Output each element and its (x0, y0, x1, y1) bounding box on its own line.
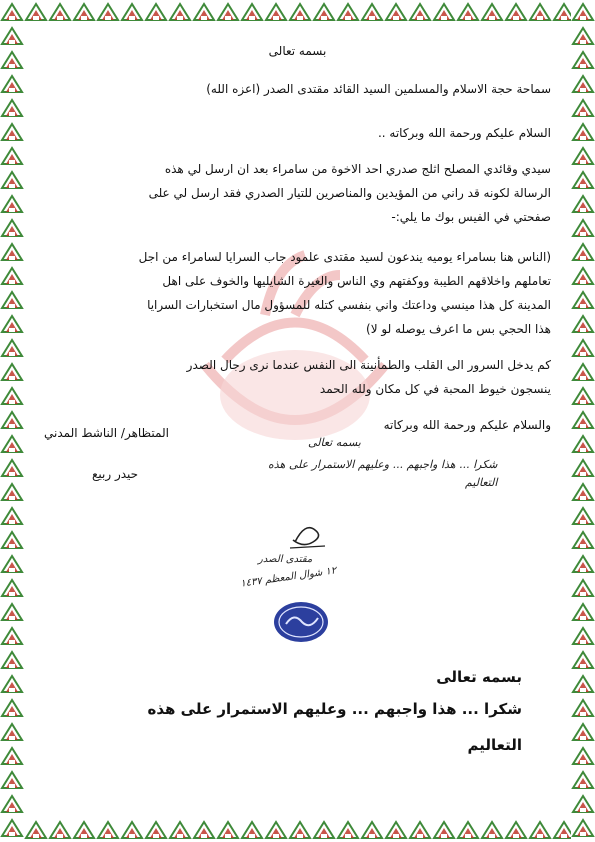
blue-oval-seal (272, 600, 330, 644)
typed-reply-line: شكرا ... هذا واجبهم ... وعليهم الاستمرار على هذه (147, 700, 522, 718)
intro-line: الرسالة لكونه قد راني من المؤيدين والمناصرين للتيار الصدري فقد ارسل لي على (148, 186, 551, 200)
quote-line: هذا الحجي بس ما اعرف يوصله لو لا) (366, 322, 551, 336)
intro-line: سيدي وقائدي المصلح اثلج صدري احد الاخوة من سامراء بعد ان ارسل لي هذه (164, 162, 551, 176)
sender-title: المتظاهر/ الناشط المدني (44, 426, 169, 440)
handwritten-reply-line2: شكرا ... هذا واجبهم ... وعليهم الاستمرار على هذه (268, 458, 498, 471)
handwritten-reply-line3: التعاليم (465, 476, 498, 489)
quote-line: تعاملهم واخلاقهم الطيبة ووكفتهم وي الناس والغيرة الشايليها والخوف على اهل (162, 274, 551, 288)
decorative-border-top (0, 0, 595, 24)
typed-reply-heading: بسمه تعالى (436, 668, 522, 686)
handwritten-reply-line1: بسمه تعالى (308, 436, 361, 449)
decorative-border-right (571, 0, 595, 842)
decorative-border-left (0, 0, 24, 842)
quote-line: المدينة كل هذا مينسي وداعتك واني بنفسي كتله للمسؤول مال استخبارات السرايا (147, 298, 551, 312)
signature-date: ١٢ شوال المعظم ١٤٣٧ (239, 565, 337, 590)
signature-name: مقتدى الصدر (258, 554, 313, 565)
greeting-line: السلام عليكم ورحمة الله وبركاته .. (377, 126, 551, 140)
typed-reply-line: التعاليم (467, 736, 522, 754)
sender-name: حيدر ربيع (92, 467, 139, 481)
signature-scribble (285, 512, 330, 552)
intro-line: صفحتي في الفيس بوك ما يلي:- (391, 210, 551, 224)
closing-line: كم يدخل السرور الى القلب والطمأنينة الى النفس عندما نرى رجال الصدر (186, 358, 551, 372)
addressee-line: سماحة حجة الاسلام والمسلمين السيد القائد مقتدى الصدر (اعزه الله) (206, 82, 551, 96)
farewell-line: والسلام عليكم ورحمة الله وبركاته (383, 418, 551, 432)
decorative-border-bottom (0, 818, 595, 842)
basmala-heading: بسمه تعالى (268, 44, 327, 58)
closing-line: ينسجون خيوط المحبة في كل مكان ولله الحمد (319, 382, 551, 396)
quote-line: (الناس هنا بسامراء يوميه يندعون لسيد مقتدى علمود جاب السرايا لسامراء من اجل (138, 250, 551, 264)
